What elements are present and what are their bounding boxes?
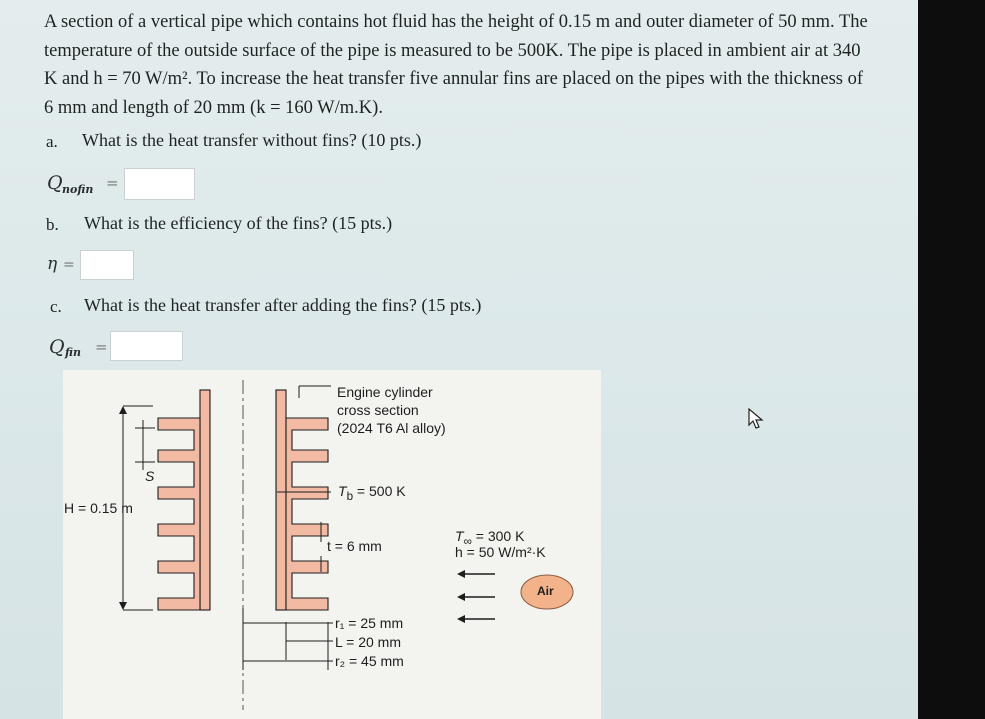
question-a-text: What is the heat transfer without fins? (10 pts.) xyxy=(82,130,422,150)
spacing-label: S xyxy=(145,468,155,484)
question-c-letter: c. xyxy=(50,297,62,316)
question-c-text: What is the heat transfer after adding the fins? (15 pts.) xyxy=(84,295,482,315)
fin-length-label: L = 20 mm xyxy=(335,634,402,650)
equals-b: = xyxy=(63,257,75,273)
q-nofin-subscript: nofin xyxy=(62,183,94,196)
problem-statement: A section of a vertical pipe which contains hot fluid has the height of 0.15 m and outer diameter of 50 mm. The temperature of the outside surface of the pipe is measured to be 500K. The pipe is placed in ambient air at 340 K and h = 70 W/m². To increase the heat transfer five annular fins are placed on the pipes with the thickness of 6 mm and length of 20 mm (k = 160 W/m.K). xyxy=(44,12,868,118)
outer-radius-label: r₂ = 45 mm xyxy=(335,653,404,669)
thickness-label: t = 6 mm xyxy=(327,538,382,554)
cylinder-wall-left xyxy=(200,390,210,610)
air-label: Air xyxy=(537,584,554,598)
eta-symbol: η xyxy=(47,254,58,274)
equals-c: = xyxy=(95,338,108,356)
cylinder-wall-right xyxy=(276,390,286,610)
engine-cylinder-diagram xyxy=(63,370,601,719)
convection-coefficient-label: h = 50 W/m²·K xyxy=(455,544,546,560)
answer-b-input[interactable] xyxy=(80,250,134,280)
equals-a: = xyxy=(106,174,119,192)
air-flow-arrows xyxy=(461,574,495,619)
q-fin-subscript: fin xyxy=(65,346,81,359)
answer-a-input[interactable] xyxy=(124,168,195,200)
q-fin-symbol: Q xyxy=(49,336,65,358)
question-b-text: What is the efficiency of the fins? (15 pts.) xyxy=(84,213,393,233)
right-fins xyxy=(286,418,328,610)
height-label: H = 0.15 m xyxy=(64,500,133,516)
dark-margin xyxy=(918,0,985,719)
mouse-pointer-icon xyxy=(747,408,765,430)
tb-sub: b xyxy=(346,489,354,503)
engine-label-line2: cross section xyxy=(337,402,419,418)
left-fins xyxy=(158,418,200,610)
tinf-value: = 300 K xyxy=(471,528,525,544)
tb-symbol: T xyxy=(338,483,347,499)
base-temperature-label xyxy=(338,483,406,503)
tinf-symbol: T xyxy=(455,528,464,544)
engine-label-line1: Engine cylinder xyxy=(337,384,433,400)
engine-label-line3: (2024 T6 Al alloy) xyxy=(337,420,446,436)
tb-value: = 500 K xyxy=(353,483,406,499)
tinf-sub: ∞ xyxy=(463,534,472,548)
inner-radius-label: r₁ = 25 mm xyxy=(335,615,404,631)
answer-c-input[interactable] xyxy=(110,331,183,361)
question-a-letter: a. xyxy=(46,132,58,151)
q-nofin-symbol: Q xyxy=(47,172,63,194)
question-b-letter: b. xyxy=(46,215,59,234)
